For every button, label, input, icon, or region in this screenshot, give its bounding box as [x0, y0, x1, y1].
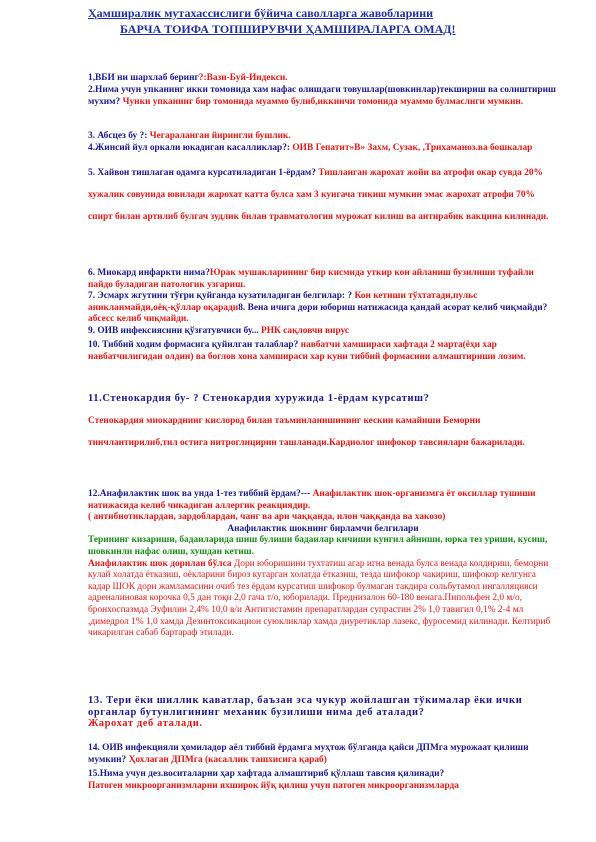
question-10 [88, 340, 558, 363]
answer-12-causes: ( антибиотиклардан, зардоблардан, чанг ва ари чаққанда, илон чаққанда ва хакозо) [88, 512, 446, 523]
answer-12-heading: Анафилактик шокнинг бирламчи белгилари [227, 523, 419, 534]
answer-1: Вазн-Буй-Индекси. [206, 73, 288, 83]
question-7-8 [88, 291, 558, 326]
answer-6: Юрак мушакларининг бир кисмида уткир кон айланиш бузилиши туфайли пайдо буладиган патологик узгариш. [88, 268, 534, 290]
answer-11: Стенокардия миокарднинг кислород билан таъминланишининг кескин камайиши Беморни тинчлантирилиб,тил остига нитроглицирин ташланади.Кардиолог шифокор тавсиялари бажарилади. [88, 416, 525, 448]
question-5 [88, 162, 558, 228]
question-3 [88, 131, 558, 143]
question-4-text: 4.Жинсий йул оркали юкадиган касалликлар?: [88, 143, 293, 153]
answer-12-definition: Анафилактик шок-организмга ёт оксиллар тушиши натижасида келиб чикадиган аллергик реакциядир. [88, 489, 536, 511]
answer-7: Кон кетиши тўхтатади,пульс аникланмайди,оёқ-қўллар оқаради [88, 291, 478, 313]
question-6-text: 6. Миокард инфаркти нима? [88, 268, 210, 278]
answer-3: Чегараланган йирингли бушлик. [149, 131, 291, 141]
question-9 [88, 326, 558, 338]
question-4 [88, 143, 558, 155]
answer-13: Жарохат деб аталади. [88, 718, 203, 730]
answer-12-aid-label: Анафилактик шок дорилан бўлса [88, 558, 234, 569]
question-3-text: 3. Абсцез бу ?: [88, 131, 150, 141]
question-9-text: 9. ОИВ инфексиясини қўзғатувчиси бу... [88, 326, 261, 336]
question-7-text: 7. Эсмарх жгутини тўғри қуйганда кузатиладиган белгилар: ? [88, 291, 355, 301]
question-6 [88, 268, 558, 291]
answer-14: Ҳохлаган ДПМга (касаллик ташхисига қараб) [128, 754, 327, 765]
answer-8: абсесс келиб чиқмайди. [88, 314, 189, 325]
question-14-text: 14. ОИВ инфекцияли ҳомиладор аёл тиббий ёрдамга муҳтож бўлганда қайси ДПМга мурожаат қилиши мумкин? [88, 743, 529, 765]
question-11-text: 11.Стенокардия бу- ? Стенокардия хуружида 1-ёрдам курсатиш? [88, 393, 430, 404]
answer-12-aid: Дори юборишини тухтатиш агар игна венада булса венада колдириш, беморни кулай холатда ётказиш, оёкларини бироз кутарган холатда ётказиш, тезда шифокор чакириш, шифокор келгунга кадар ШОК дори жамламасини очиб тез ёрдам курсатиш шифокор булмаган такдира сольбутамол ингалляцияси адреналиновая корочка 0,5 дан тоқи 2,0 гача т/о, юборилади. Преднизалон 60-180 венага.Пипольфен 2,0 м/о, бронхоспазмда Эуфилин 2,4% 10,0 в/и Антигистамин препаратлардан супрастин 2% 1,0 тавигил 0,1% 2-4 мл ,димедрол 1% 1,0 хамда Дезинтоксикацион суюкликлар хамда диуретиклар лазекс, фуросемид килинади. Келтириб чикарилган сабаб бартараф этилади. [88, 558, 551, 639]
answer-5: Тишланган жарохат жойи ва атрофи окар сувда 20% хужалик совунида ювилади жарохат катта булса хам 3 кунгача тикиш мумкин эмас жарохат атрофи 70% спирт билан артилиб булгач зудлик билан травматология мурожат килиш ва антирабик вакцина килинади. [88, 168, 549, 222]
answer-10: навбатчи хамшираси хафтада 2 марта(ёҳи хар навбатчилигидан олдин) ва боглов хона хамшираси хар куни тиббий формасини алмаштириши лозим. [88, 340, 526, 362]
question-8-text: 8. Вена ичига дори юбориш натижасида қандай асорат келиб чиқмайди? [238, 302, 548, 313]
question-1-separator: ?: [198, 73, 207, 83]
question-11 [88, 393, 558, 405]
question-13 [88, 695, 558, 730]
question-12 [88, 489, 558, 640]
title-line-1: Ҳамширалик мутахассислиги бўйича саволларга жавобларини [88, 6, 434, 20]
answer-4: ОИВ Гепатит»В» Захм, Сузак, ,Трихаманоз.ва бошкалар [292, 143, 533, 153]
question-1-text: 1,ВБИ ни шархлаб беринг [88, 73, 199, 83]
question-15-text: 15.Нима учун дез.воситаларни ҳар хафтада алмаштириб қўллаш тавсия қилинади? [88, 769, 445, 779]
question-14 [88, 743, 558, 766]
question-13-text: 13. Тери ёки шиллик каватлар, баъзан эса чукур жойлашган тўкималар ёки ички органлар бутунлигининг механик бузилиши нима деб аталади? [88, 695, 523, 718]
answer-9: РНК сақловчи вирус [261, 326, 350, 336]
answer-12-symptoms: Терининг кизариши, бадаиларида шиш булиши бадаилар кичиши кунгил айниши, юрка тез уриши, кусиш, шовкинли нафас олиш, хушдан кетиш. [88, 535, 548, 557]
question-2-text: 2.Нима учун упканинг икки томонида хам нафас олишдаги товушлар(шовкинлар)текшириш ва солиштириш мухим? [88, 85, 556, 107]
question-10-text: 10. Тиббий ходим формасига қуйилган талаблар? [88, 340, 301, 350]
question-2 [88, 85, 558, 108]
question-12-text: 12.Анафилактик шок ва унда 1-тез тиббий ёрдам?--- [88, 489, 313, 499]
answer-15: Патоген микроорганизмларни яхширок йўқ қилиш учун патоген микроорганизмларда [88, 780, 459, 791]
title-line-2: БАРЧА ТОИФА ТОПШИРУВЧИ ҲАМШИРАЛАРГА ОМАД! [120, 22, 456, 36]
answer-2: Чунки упканинг бир томонида муаммо булиб,иккинчи томонида муаммо булмаслиги мумкин. [122, 96, 524, 107]
question-1 [88, 73, 558, 85]
answer-11-block [88, 410, 558, 454]
question-5-text: 5. Хайвон тишлаган одамга курсатиладиган 1-ёрдам? [88, 168, 319, 178]
question-15 [88, 769, 558, 792]
